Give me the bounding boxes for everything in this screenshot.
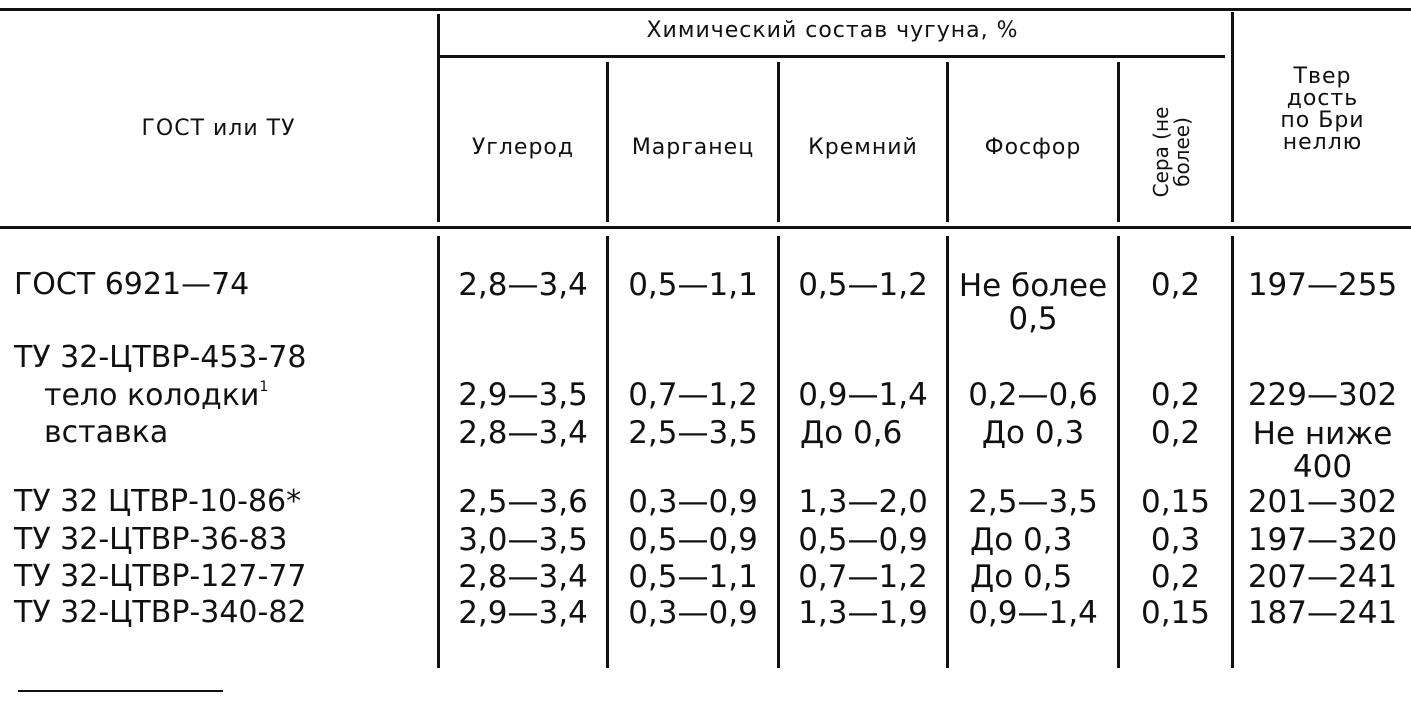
cell-phosphorus: 0,2—0,6 — [968, 377, 1098, 413]
cell-sulfur: 0,2 — [1150, 377, 1201, 413]
row-name: ТУ 32-ЦТВР-127-77 — [14, 559, 307, 594]
cell-silicon: До 0,6 — [800, 415, 903, 451]
cell-sulfur: 0,2 — [1150, 415, 1201, 451]
cell-sulfur: 0,15 — [1140, 595, 1211, 631]
row-name: вставка — [44, 415, 169, 450]
row-name: ТУ 32-ЦТВР-36-83 — [14, 522, 288, 557]
row-name: ГОСТ 6921—74 — [14, 267, 250, 302]
cell-phosphorus: До 0,5 — [970, 559, 1073, 595]
cell-silicon: 0,7—1,2 — [798, 559, 928, 595]
header-hardness-line3: по Бри — [1280, 108, 1365, 133]
group-rule — [440, 55, 1225, 58]
cell-carbon: 2,8—3,4 — [458, 559, 588, 595]
cell-carbon: 2,5—3,6 — [458, 484, 588, 520]
cell-sulfur: 0,15 — [1140, 484, 1211, 520]
cell-hardness: 187—241 — [1247, 595, 1398, 631]
cell-carbon: 3,0—3,5 — [458, 522, 588, 558]
cell-silicon: 0,5—1,2 — [798, 267, 928, 303]
header-bottom-rule — [0, 226, 1411, 229]
cell-hardness-line1: Не ниже — [1252, 416, 1393, 452]
cell-carbon: 2,8—3,4 — [458, 267, 588, 303]
cell-sulfur: 0,2 — [1150, 267, 1201, 303]
cell-hardness: 197—320 — [1247, 522, 1398, 558]
cell-hardness: 207—241 — [1247, 559, 1398, 595]
header-manganese: Марганец — [631, 135, 755, 160]
cell-hardness — [1234, 418, 1411, 483]
cell-manganese: 0,5—1,1 — [628, 267, 758, 303]
header-hardness — [1234, 66, 1411, 154]
cell-silicon: 1,3—1,9 — [798, 595, 928, 631]
cell-sulfur: 0,3 — [1150, 522, 1201, 558]
header-sulfur-line2: более) — [1170, 117, 1194, 187]
row-name: ТУ 32 ЦТВР-10-86* — [14, 484, 302, 519]
top-rule — [0, 8, 1411, 11]
cell-manganese: 0,3—0,9 — [628, 484, 758, 520]
cell-carbon: 2,9—3,5 — [458, 377, 588, 413]
cell-phosphorus: До 0,3 — [981, 415, 1085, 451]
header-chem-group: Химический состав чугуна, % — [646, 18, 1019, 43]
row-name — [44, 380, 268, 411]
header-gost: ГОСТ или ТУ — [141, 116, 296, 141]
cell-sulfur: 0,2 — [1150, 559, 1201, 595]
cell-hardness: 229—302 — [1247, 377, 1398, 413]
header-phosphorus: Фосфор — [984, 135, 1082, 160]
header-hardness-line2: дость — [1286, 86, 1359, 111]
cell-hardness-line2: 400 — [1292, 448, 1353, 485]
row-name: ТУ 32-ЦТВР-453-78 — [14, 340, 307, 375]
cell-silicon: 0,9—1,4 — [798, 377, 928, 413]
cell-hardness: 201—302 — [1247, 484, 1398, 520]
cell-phosphorus-line2: 0,5 — [1008, 300, 1058, 337]
row-name-text: тело колодки — [44, 378, 260, 413]
row-name: ТУ 32-ЦТВР-340-82 — [14, 595, 307, 630]
header-carbon: Углерод — [471, 135, 575, 160]
cell-manganese: 0,5—0,9 — [628, 522, 758, 558]
header-silicon: Кремний — [808, 135, 918, 160]
header-hardness-line4: неллю — [1282, 130, 1363, 155]
cell-phosphorus-line1: Не более — [958, 268, 1108, 304]
col-divider — [437, 14, 440, 222]
cell-phosphorus: 0,9—1,4 — [968, 595, 1098, 631]
footnote-rule — [18, 690, 223, 692]
cell-manganese: 0,7—1,2 — [628, 377, 758, 413]
cell-silicon: 0,5—0,9 — [798, 522, 928, 558]
cell-hardness: 197—255 — [1247, 267, 1398, 303]
cell-phosphorus: 2,5—3,5 — [968, 484, 1098, 520]
cell-carbon: 2,8—3,4 — [458, 415, 588, 451]
cell-manganese: 0,5—1,1 — [628, 559, 758, 595]
cell-phosphorus — [949, 270, 1117, 335]
cell-silicon: 1,3—2,0 — [798, 484, 928, 520]
header-sulfur — [1151, 82, 1199, 222]
col-divider — [1117, 62, 1120, 222]
cell-phosphorus: До 0,3 — [970, 522, 1073, 558]
cell-manganese: 2,5—3,5 — [628, 415, 758, 451]
header-sulfur-line1: Сера (не — [1149, 106, 1173, 198]
header-hardness-line1: Твер — [1293, 64, 1352, 89]
cell-manganese: 0,3—0,9 — [628, 595, 758, 631]
footnote-marker: 1 — [259, 379, 269, 395]
cell-carbon: 2,9—3,4 — [458, 595, 588, 631]
